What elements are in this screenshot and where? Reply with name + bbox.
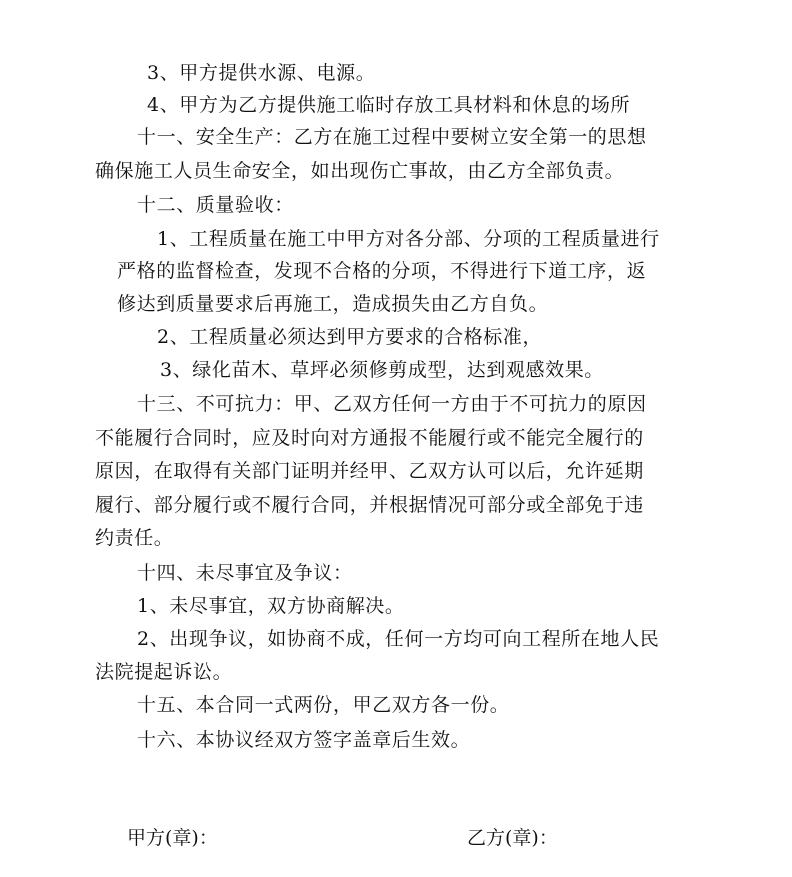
clause-13-line-5: 约责任。 <box>95 527 174 549</box>
party-b-signature-label: 乙方(章)： <box>467 827 558 849</box>
clause-14-heading: 十四、未尽事宜及争议： <box>137 562 353 584</box>
clause-11-heading: 十一、安全生产：乙方在施工过程中要树立安全第一的思想 <box>137 126 647 148</box>
clause-14-item-1: 1、未尽事宜，双方协商解决。 <box>137 595 405 617</box>
clause-12-heading: 十二、质量验收： <box>137 194 294 216</box>
clause-12-item-1-line-3: 修达到质量要求后再施工，造成损失由乙方自负。 <box>117 293 549 315</box>
clause-12-item-3: 3、绿化苗木、草坪必须修剪成型，达到观感效果。 <box>160 359 604 381</box>
clause-13-heading: 十三、不可抗力：甲、乙双方任何一方由于不可抗力的原因 <box>137 393 647 415</box>
clause-10-item-3: 3、甲方提供水源、电源。 <box>147 62 376 84</box>
clause-12-item-2: 2、工程质量必须达到甲方要求的合格标准， <box>157 326 543 348</box>
clause-13-line-2: 不能履行合同时，应及时向对方通报不能履行或不能完全履行的 <box>95 427 644 449</box>
clause-12-item-1-line-1: 1、工程质量在施工中甲方对各分部、分项的工程质量进行 <box>157 228 660 250</box>
clause-11-text: 确保施工人员生命安全，如出现伤亡事故，由乙方全部负责。 <box>95 160 625 182</box>
clause-14-item-2-cont: 法院提起诉讼。 <box>95 661 233 683</box>
clause-10-item-4: 4、甲方为乙方提供施工临时存放工具材料和休息的场所 <box>147 94 631 116</box>
clause-13-line-4: 履行、部分履行或不履行合同，并根据情况可部分或全部免于违 <box>95 494 644 516</box>
clause-16: 十六、本协议经双方签字盖章后生效。 <box>137 729 471 751</box>
clause-13-line-3: 原因，在取得有关部门证明并经甲、乙双方认可以后，允许延期 <box>95 460 644 482</box>
party-a-signature-label: 甲方(章)： <box>127 827 218 849</box>
clause-12-item-1-line-2: 严格的监督检查，发现不合格的分项，不得进行下道工序，返 <box>117 260 647 282</box>
clause-15: 十五、本合同一式两份，甲乙双方各一份。 <box>137 694 510 716</box>
clause-14-item-2: 2、出现争议，如协商不成，任何一方均可向工程所在地人民 <box>137 628 660 650</box>
